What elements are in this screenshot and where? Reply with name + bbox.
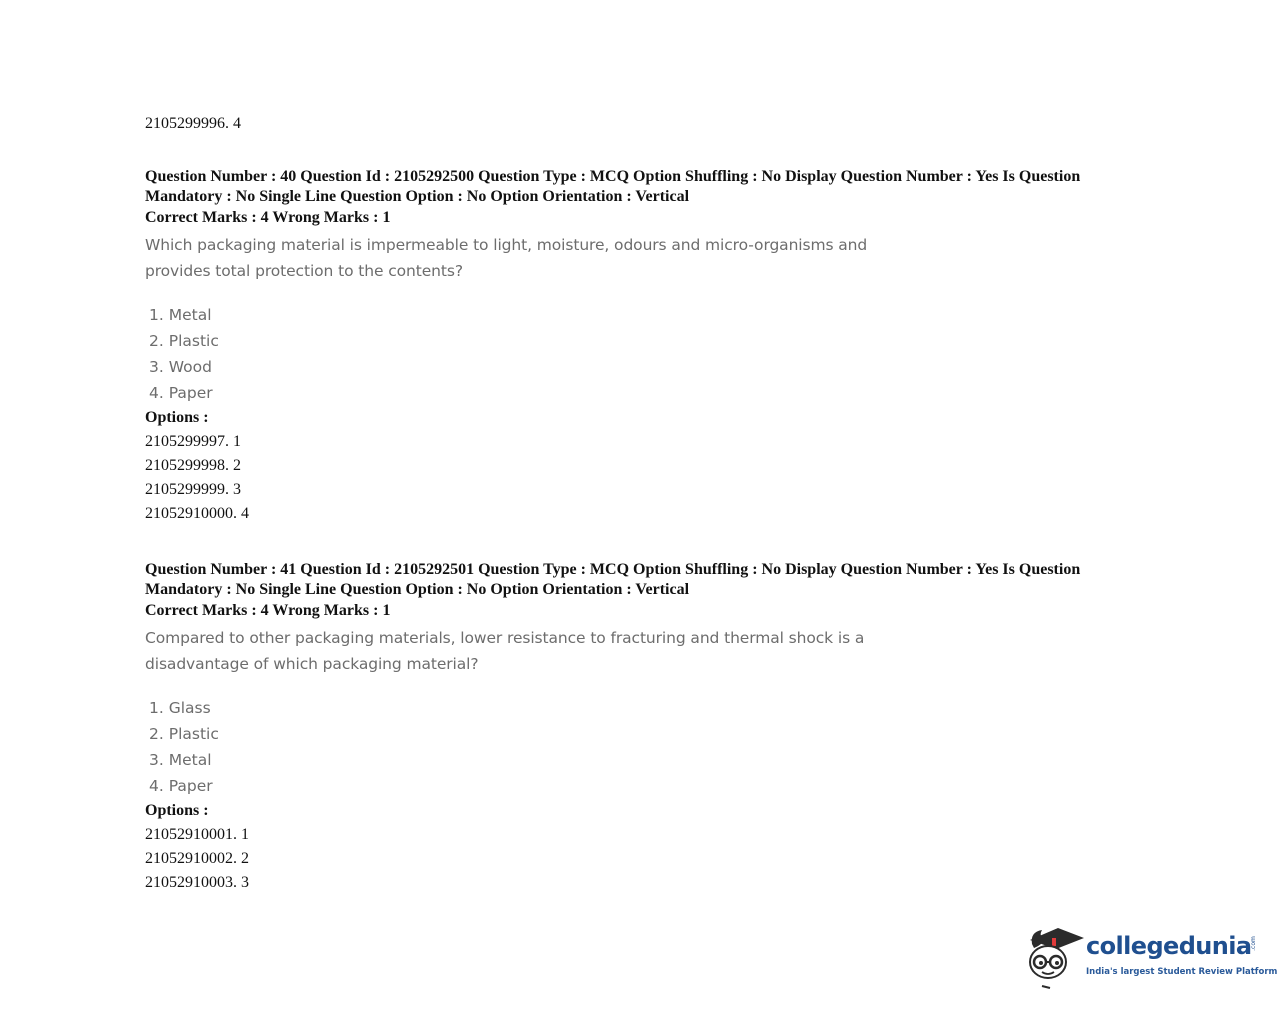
option-id-line: 21052910001. 1 [145, 826, 249, 843]
document-page [145, 112, 1105, 891]
option-id-line: 2105299998. 2 [145, 457, 241, 474]
question-marks: Correct Marks : 4 Wrong Marks : 1 [145, 602, 391, 619]
choice-item: 3. Metal [149, 751, 212, 769]
option-id-line: 21052910003. 3 [145, 874, 249, 891]
question-block-40 [145, 167, 1105, 526]
question-block-41 [145, 560, 1105, 895]
question-text: Which packaging material is impermeable to light, moisture, odours and micro-organisms and provides total protection to the contents? [145, 236, 868, 280]
question-text: Compared to other packaging materials, lower resistance to fracturing and thermal shock is a disadvantage of which packaging material? [145, 629, 865, 673]
choice-item: 2. Plastic [149, 725, 219, 743]
choice-list [145, 695, 1105, 799]
mascot-icon [1024, 918, 1086, 990]
logo-tagline: India's largest Student Review Platform [1086, 967, 1278, 977]
choice-item: 4. Paper [149, 384, 213, 402]
collegedunia-logo [1024, 918, 1278, 990]
choice-list [145, 302, 1105, 406]
choice-item: 1. Glass [149, 699, 211, 717]
option-id-line: 21052910000. 4 [145, 505, 249, 522]
question-meta: Question Number : 40 Question Id : 2105292500 Question Type : MCQ Option Shuffling : No Display Question Number : Yes Is Question Mandatory : No Single Line Question Option : No Option Orientation : Vertical [145, 168, 1081, 205]
option-id-line: 2105299999. 3 [145, 481, 241, 498]
options-label: Options : [145, 409, 209, 426]
choice-item: 3. Wood [149, 358, 212, 376]
option-id-line: 21052910002. 2 [145, 850, 249, 867]
choice-item: 1. Metal [149, 306, 212, 324]
options-label: Options : [145, 802, 209, 819]
logo-domain-suffix: .com [1249, 936, 1257, 951]
logo-wordmark: collegedunia [1086, 932, 1252, 960]
question-marks: Correct Marks : 4 Wrong Marks : 1 [145, 209, 391, 226]
question-meta: Question Number : 41 Question Id : 2105292501 Question Type : MCQ Option Shuffling : No Display Question Number : Yes Is Question Mandatory : No Single Line Question Option : No Option Orientation : Vertical [145, 561, 1081, 598]
option-id-line: 2105299997. 1 [145, 433, 241, 450]
previous-option-line: 2105299996. 4 [145, 115, 241, 132]
choice-item: 2. Plastic [149, 332, 219, 350]
choice-item: 4. Paper [149, 777, 213, 795]
